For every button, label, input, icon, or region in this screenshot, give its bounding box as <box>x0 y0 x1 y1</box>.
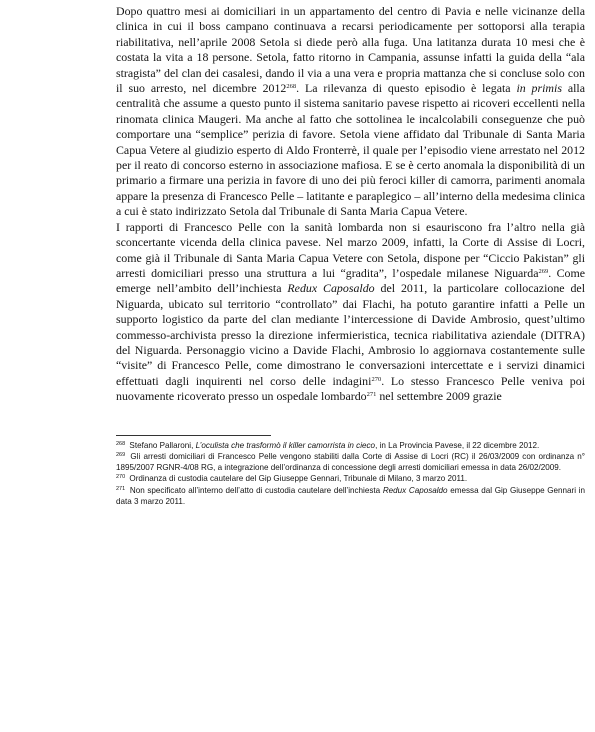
text-run: , in La Provincia Pavese, il 22 dicembre 2012. <box>375 440 540 450</box>
text-run: Ordinanza di custodia cautelare del Gip Giuseppe Gennari, Tribunale di Milano, 3 marzo 2011. <box>127 474 468 484</box>
text-run: Stefano Pallaroni, <box>127 440 196 450</box>
footnote <box>116 474 585 485</box>
footnote-number: 270 <box>116 474 126 481</box>
italic-text: Redux Caposaldo <box>382 485 448 495</box>
text-run: . La rilevanza di questo episodio è legata <box>296 81 517 96</box>
body-text <box>116 4 585 405</box>
footnote <box>116 452 585 473</box>
text-run: del 2011, la particolare collocazione del Niguarda, ubicato sul territorio “controllato” dai Flachi, ha potuto garantire infatti a Pelle un supporto logistico da parte del clan mediante l’intercessione di Davide Ambrosio, quest’ultimo commesso-archivista presso la direzione infermieristica, tecnica riabilitativa aziendale (DITRA) del Niguarda. Personaggio vicino a Davide Flachi, Ambrosio lo aggiornava costantemente sulle “visite” di Francesco Pelle, come dimostrano le conversazioni intercettate e i servizi dinamici effettuati dagli inquirenti nel corso delle indagini <box>116 281 585 388</box>
text-run: alla centralità che assume a questo punto il sistema sanitario pavese rispetto ai ricoveri eccellenti nella rinomata clinica Maugeri. Ma anche al fatto che sottolinea le incalcolabili conseguenze che può comportare una “semplice” perizia di favore. Setola viene affidato dal Tribunale di Santa Maria Capua Vetere al giudizio esperto di Aldo Fronterrè, il quale per l’episodio viene arrestato nel 2012 per il reato di concorso esterno in associazione mafiosa. E se è certo anomala la disponibilità di un primario a firmare una perizia in favore di uno dei più feroci killer di camorra, parimenti anomala appare la presenza di Francesco Pelle – latitante e paraplegico – all’interno della medesima clinica a cui è stato indirizzato Setola dal Tribunale di Santa Maria Capua Vetere. <box>116 81 586 219</box>
footnote-ref[interactable]: 270 <box>371 375 382 383</box>
footnote-ref[interactable]: 268 <box>286 83 297 91</box>
footnote-number: 269 <box>116 452 126 459</box>
footnote-number: 268 <box>116 440 126 447</box>
footnotes <box>116 441 585 508</box>
text-run: Gli arresti domiciliari di Francesco Pelle vengono stabiliti dalla Corte di Assise di Locri (RC) il 26/03/2009 con ordinanza n° 1895/2007 RGNR-4/08 RG, a integrazione dell’ordinanza di concessione degli arresti domiciliari emessa in data 26/02/2009. <box>116 452 585 472</box>
text-run: . Lo stesso Francesco Pelle veniva poi nuovamente ricoverato presso un ospedale lombardo <box>116 373 586 404</box>
italic-text: Redux Caposaldo <box>287 281 375 296</box>
text-run: Non specificato all’interno dell’atto di custodia cautelare dell’inchiesta <box>127 485 383 495</box>
text-run: Dopo quattro mesi ai domiciliari in un appartamento del centro di Pavia e nelle vicinanze della clinica in cui il boss campano continuava a recarsi periodicamente per sottoporsi alla terapia riabilitativa, nell’aprile 2008 Setola si diede però alla fuga. Una latitanza durata 10 mesi che è costata la vita a 18 persone. Setola, fatto ritorno in Campania, assunse infatti la guida della “ala stragista” del clan dei casalesi, dando il via a una vera e propria mattanza che si concluse solo con il suo arresto, nel dicembre 2012 <box>116 4 585 96</box>
text-run: nel settembre 2009 grazie <box>376 389 502 404</box>
footnote-ref[interactable]: 271 <box>366 391 377 399</box>
text-run: I rapporti di Francesco Pelle con la sanità lombarda non si esauriscono fra l’altro nella già sconcertante vicenda della clinica pavese. Nel marzo 2009, infatti, la Corte di Assise di Locri, come già il Tribunale di Santa Maria Capua Vetere con Setola, dispone per “Ciccio Pakistan” gli arresti domiciliari presso una struttura a lui “gradita”, l’ospedale milanese Niguarda <box>116 219 585 280</box>
text-run: emessa dal Gip Giuseppe Gennari in data 3 marzo 2011. <box>116 485 585 506</box>
footnote-ref[interactable]: 269 <box>538 267 549 275</box>
footnote <box>116 441 585 452</box>
paragraph <box>116 4 585 220</box>
italic-text: in primis <box>516 81 562 96</box>
footnote-number: 271 <box>116 485 126 492</box>
italic-text: L’oculista che trasformò il killer camorrista in cieco <box>195 440 376 450</box>
text-run: . Come emerge nell’ambito dell’inchiesta <box>116 265 585 296</box>
paragraph <box>116 220 585 405</box>
footnote <box>116 486 585 507</box>
footnote-separator <box>116 435 271 436</box>
